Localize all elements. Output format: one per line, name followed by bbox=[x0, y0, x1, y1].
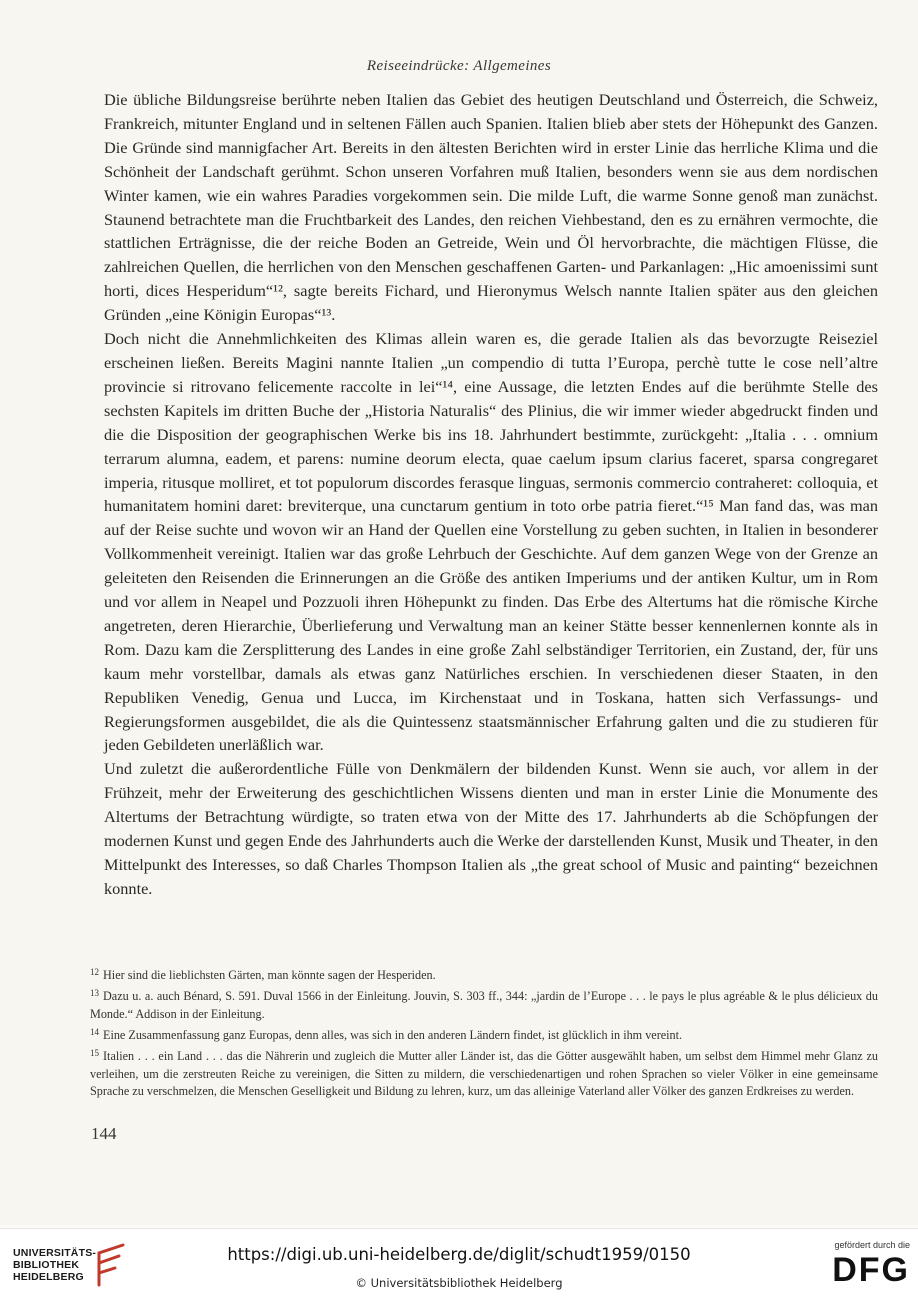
footnote-text: Dazu u. a. auch Bénard, S. 591. Duval 1566 in der Einleitung. Jouvin, S. 303 ff., 344: „jardin de l’Europe . . . le pays le plus agréable & le plus délicieux du Monde.“ Addison in der Einleitung. bbox=[90, 988, 878, 1021]
running-head: Reiseeindrücke: Allgemeines bbox=[366, 58, 552, 74]
footnote bbox=[90, 1045, 878, 1102]
library-logo-line: BIBLIOTHEK bbox=[13, 1259, 80, 1271]
footnote-number: 12 bbox=[90, 967, 99, 977]
footnote-number: 15 bbox=[90, 1047, 99, 1058]
funder-caption: gefördert durch die bbox=[834, 1240, 910, 1250]
paragraph: Doch nicht die Annehmlichkeiten des Klimas allein waren es, die gerade Italien als das bevorzugte Reiseziel erscheinen ließen. Bereits Magini nannte Italien „un compendio di tutta l’Europa, perchè tutte le cose nell’altre provincie si ritrovano felicemente raccolte in lei“¹⁴, eine Aussage, die letzten Endes auf die berühmte Stelle des sechsten Kapitels im dritten Buche der „Historia Naturalis“ des Plinius, die wir immer wieder abgedruckt finden und die die Disposition der geographischen Werke bis ins 18. Jahrhundert bestimmte, zurückgeht: „Italia . . . omnium terrarum alumna, eadem, et parens: numine deorum electa, quae caelum ipsum clarius faceret, sparsa congregaret imperia, ritusque molliret, et tot populorum discordes ferasque linguas, sermonis commercio contraheret: colloquia, et humanitatem homini daret: breviterque, una cunctarum gentium in toto orbe patria fieret.“¹⁵ Man fand das, was man auf der Reise suchte und wovon wir an Hand der Quellen eine Vorstellung zu geben suchten, in Italien in besonderer Vollkommenheit vereinigt. Italien war das große Lehrbuch der Geschichte. Auf dem ganzen Wege von der Grenze an geleiteten den Reisenden die Erinnerungen an die Größe des antiken Imperiums und der antiken Kultur, um in Rom und vor allem in Neapel und Pozzuoli ihren Höhepunkt zu finden. Das Erbe des Altertums hat die römische Kirche angetreten, deren Hierarchie, Überlieferung und Verwaltung man an keiner Stätte besser kennenlernen konnte als in Rom. Dazu kam die Zersplitterung des Landes in eine große Zahl selbständiger Territorien, ein Zustand, der, für uns kaum mehr vorstellbar, damals als etwas ganz Natürliches erschien. In verschiedenen dieser Staaten, in den Republiken Venedig, Genua und Lucca, im Kirchenstaat und in Toskana, hatten sich Verfassungs- und Regierungsformen ausgebildet, die als die Quintessenz staatsmännischer Erfahrung galten und die zu studieren für jeden Gebildeten unerläßlich war. bbox=[104, 329, 878, 755]
paragraph: Und zuletzt die außerordentliche Fülle von Denkmälern der bildenden Kunst. Wenn sie auch, vor allem in der Frühzeit, mehr der Erweiterung des geschichtlichen Wissens dienten und man in erster Linie die Monumente des Altertums der Betrachtung würdigte, so traten etwa von der Mitte des 17. Jahrhunderts ab die Schöpfungen der modernen Kunst und gegen Ende des Jahrhunderts auch die Werke der darstellenden Kunst, Musik und Theater, in den Mittelpunkt des Interesses, so daß Charles Thompson Italien als „the great school of Music and painting“ bezeichnen konnte. bbox=[104, 759, 878, 898]
footnote bbox=[90, 985, 878, 1024]
library-logo-line: HEIDELBERG bbox=[13, 1271, 84, 1283]
library-logo-line: UNIVERSITÄTS- bbox=[13, 1247, 97, 1259]
dfg-logo-text: DFG bbox=[832, 1251, 910, 1289]
permalink-url[interactable]: https://digi.ub.uni-heidelberg.de/diglit/schudt1959/0150 bbox=[227, 1245, 691, 1264]
footnote bbox=[90, 964, 878, 985]
footnote-number: 13 bbox=[90, 987, 99, 998]
footnote-text: Hier sind die lieblichsten Gärten, man könnte sagen der Hesperiden. bbox=[103, 968, 436, 982]
dfg-funder-logo[interactable] bbox=[814, 1240, 910, 1290]
page-number: 144 bbox=[91, 1124, 117, 1143]
footnotes bbox=[90, 964, 878, 1101]
footnote-text: Italien . . . ein Land . . . das die Nährerin und zugleich die Mutter aller Länder ist, das die Götter ausgewählt haben, um selbst dem Himmel mehr Glanz zu verleihen, um die zerstreuten Reiche zu vereinigen, die Sitten zu mildern, die verschiedenartigen und rohen Sprachen so vieler Völker in eine gemeinsame Sprache zu verschmelzen, die Menschen Geselligkeit und Bildung zu lehren, kurz, um das alleinige Vaterland aller Völker des ganzen Erdkreises zu werden. bbox=[90, 1048, 878, 1099]
footnote-text: Eine Zusammenfassung ganz Europas, denn alles, was sich in den anderen Ländern findet, ist glücklich in ihm vereint. bbox=[103, 1027, 683, 1042]
body-text bbox=[104, 88, 878, 901]
footnote-number: 14 bbox=[90, 1026, 99, 1037]
copyright-notice: © Universitätsbibliothek Heidelberg bbox=[355, 1276, 563, 1290]
paragraph: Die übliche Bildungsreise berührte neben Italien das Gebiet des heutigen Deutschland und Österreich, die Schweiz, Frankreich, mitunter England und in seltenen Fällen auch Spanien. Italien blieb aber stets der Höhepunkt des Ganzen. Die Gründe sind mannigfacher Art. Bereits in den ältesten Berichten wird in erster Linie das herrliche Klima und die Schönheit der Landschaft gerühmt. Schon unseren Vorfahren muß Italien, besonders wenn sie aus dem nordischen Winter kamen, wie ein wahres Paradies vorgekommen sein. Die milde Luft, die warme Sonne genoß man zunächst. Staunend betrachtete man die Fruchtbarkeit des Landes, den reichen Viehbestand, den es zu ernähren vermochte, die stattlichen Erträgnisse, die der reiche Boden an Getreide, Wein und Öl hervorbrachte, die mächtigen Flüsse, die zahlreichen Quellen, die herrlichen von den Menschen geschaffenen Garten- und Parkanlagen: „Hic amoenissimi sunt horti, dices Hesperidum“¹², sagte bereits Fichard, und Hieronymus Welsch nannte Italien später aus den gleichen Gründen „eine Königin Europas“¹³. bbox=[104, 90, 878, 325]
footnote bbox=[90, 1024, 878, 1045]
